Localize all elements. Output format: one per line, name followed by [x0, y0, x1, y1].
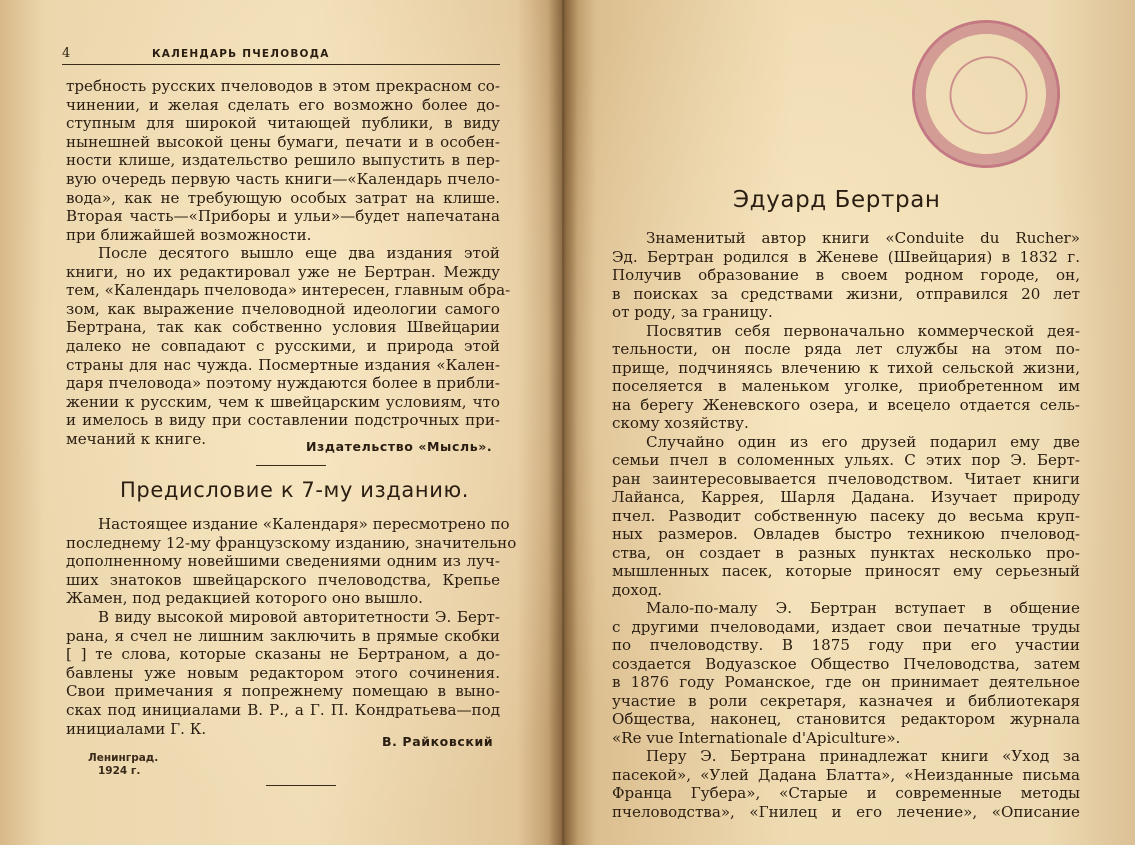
- preface-paragraph: [66, 515, 517, 608]
- text-line: В виду высокой мировой авторитетности Э. Берт-: [98, 608, 500, 626]
- text-line: Общества, наконец, становится редактором журнала: [612, 710, 1080, 728]
- text-line: Случайно один из его друзей подарил ему две: [646, 432, 1080, 451]
- text-line: мечаний к книге.: [66, 429, 207, 448]
- text-line: в 1876 году Романское, где он принимает деятельное: [612, 673, 1080, 691]
- text-line: «Re vue Internationale d'Apiculture».: [612, 728, 901, 747]
- preface-title: Предисловие к 7-му изданию.: [120, 478, 470, 502]
- text-line: с другими пчеловодами, издает свои печатные труды: [612, 617, 1080, 636]
- text-line: участие в роли секретаря, казначея и библиотекаря: [612, 691, 1080, 710]
- biography-paragraph: [612, 599, 1080, 747]
- text-line: по пчеловодству. В 1875 году при его участии: [612, 636, 1080, 654]
- text-line: тельности, он после ряда лет службы на этом по-: [612, 340, 1080, 358]
- text-line: мышленных пасек, которые приносят ему серьезный: [612, 562, 1080, 580]
- text-line: страны для нас чужда. Посмертные издания «Кален-: [66, 355, 500, 374]
- text-line: Свои примечания я попрежнему помещаю в выно-: [66, 682, 500, 701]
- publisher-signature: Издательство «Мысль».: [306, 439, 493, 454]
- text-line: последнему 12-му французскому изданию, значительно: [66, 533, 517, 552]
- intro-paragraph: [66, 77, 500, 244]
- text-line: пчел. Разводит собственную пасеку до весьма круп-: [612, 506, 1080, 525]
- divider-rule: [256, 465, 326, 466]
- text-line: книги, но их редактировал уже не Бертран. Между: [66, 262, 500, 281]
- page-header: [62, 44, 500, 65]
- text-line: ных размеров. Овладев быстро техникою пчеловод-: [612, 525, 1080, 543]
- preface-second-paragraph: [66, 608, 500, 738]
- page-number: 4: [62, 46, 71, 61]
- text-line: далеко не совпадают с русскими, и природа этой: [66, 336, 500, 355]
- stamp-inner-ring: [939, 46, 1037, 144]
- text-line: создается Водуазское Общество Пчеловодства, затем: [612, 654, 1080, 673]
- text-line: и имелось в виду при составлении подстрочных при-: [66, 411, 500, 430]
- book-fold: [548, 0, 578, 845]
- biography-title: Эдуард Бертран: [733, 187, 941, 213]
- text-line: зом, как выражение пчеловодной идеологии самого: [66, 299, 500, 318]
- text-line: Настоящее издание «Календаря» пересмотрено по: [98, 515, 510, 533]
- text-line: Франца Губера», «Старые и современные методы: [612, 784, 1080, 802]
- text-line: Посвятив себя первоначально коммерческой дея-: [646, 321, 1080, 340]
- year-label: 1924 г.: [98, 765, 141, 777]
- second-paragraph: [66, 244, 511, 449]
- text-line: от роду, за границу.: [612, 303, 773, 321]
- text-line: вую очередь первую часть книги—«Календарь пчело-: [66, 169, 500, 188]
- text-line: рана, я счел не лишним заключить в прямые скобки: [66, 626, 500, 645]
- place-label: Ленинград.: [88, 752, 159, 764]
- text-line: Знаменитый автор книги «Conduite du Rucher»: [646, 229, 1080, 247]
- text-line: бавлены уже новым редактором этого сочинения.: [66, 663, 500, 682]
- text-line: скому хозяйству.: [612, 414, 749, 432]
- text-line: После десятого вышло еще два издания этой: [98, 244, 500, 262]
- text-line: ности клише, издательство решило выпустить в пер-: [66, 151, 500, 170]
- editor-signature: В. Райковский: [382, 734, 494, 749]
- left-page: [0, 0, 562, 845]
- text-line: семьи пчел в соломенных ульях. С этих пор Э. Берт-: [612, 451, 1080, 469]
- text-line: на берегу Женевского озера, и всецело отдается сель-: [612, 395, 1080, 414]
- text-line: требность русских пчеловодов в этом прекрасном со-: [66, 77, 500, 95]
- bottom-rule: [266, 785, 336, 786]
- biography-paragraph: [612, 229, 1080, 322]
- text-line: чинении, и желая сделать его возможно более до-: [66, 95, 500, 114]
- text-line: доход.: [612, 580, 663, 599]
- text-line: Лайанса, Каррея, Шарля Дадана. Изучает природу: [612, 488, 1080, 506]
- text-line: Эд. Бертран родился в Женеве (Швейцария) в 1832 г.: [612, 247, 1080, 266]
- text-line: прище, подчиняясь влечению к тихой сельской жизни,: [612, 358, 1080, 377]
- text-line: Перу Э. Бертрана принадлежат книги «Уход за: [646, 747, 1080, 765]
- text-line: Жамен, под редакцией которого оно вышло.: [66, 589, 423, 608]
- biography-paragraph: [612, 433, 1080, 600]
- biography-paragraph: [612, 322, 1080, 433]
- text-line: поселяется в маленьком уголке, приобретенном им: [612, 377, 1080, 395]
- text-line: жении к русским, чем к швейцарским условиям, что: [66, 392, 500, 411]
- text-line: ства, он создает в разных пунктах несколько про-: [612, 543, 1080, 562]
- text-line: нынешней высокой цены бумаги, печати и в особен-: [66, 132, 500, 151]
- text-line: вода», как не требующую особых затрат на клише.: [66, 188, 500, 207]
- text-line: при ближайшей возможности.: [66, 225, 312, 244]
- text-line: Получив образование в своем родном городе, он,: [612, 266, 1080, 284]
- text-line: Мало-по-малу Э. Бертран вступает в общение: [646, 599, 1080, 617]
- place-date: [88, 752, 158, 778]
- text-line: Вторая часть—«Приборы и ульи»—будет напечатана: [66, 207, 500, 226]
- text-line: [ ] те слова, которые сказаны не Бертраном, а до-: [66, 645, 500, 664]
- text-line: ран заинтересовывается пчеловодством. Читает книги: [612, 469, 1080, 488]
- biography-text: [612, 229, 1080, 821]
- text-line: инициалами Г. К.: [66, 719, 207, 738]
- text-line: тем, «Календарь пчеловода» интересен, главным обра-: [66, 281, 511, 300]
- text-line: пасекой», «Улей Дадана Блатта», «Неизданные письма: [612, 765, 1080, 784]
- text-line: ступным для широкой читающей публики, в виду: [66, 114, 500, 133]
- text-line: пчеловодства», «Гнилец и его лечение», «Описание: [612, 802, 1080, 821]
- text-line: ших знатоков швейцарского пчеловодства, Крепье: [66, 570, 500, 589]
- text-line: даря пчеловода» поэтому нуждаются более в прибли-: [66, 374, 500, 393]
- biography-paragraph: [612, 747, 1080, 821]
- text-line: сках под инициалами В. Р., а Г. П. Кондратьева—под: [66, 700, 500, 719]
- text-line: Бертрана, так как собственно условия Швейцарии: [66, 318, 500, 337]
- running-head: КАЛЕНДАРЬ ПЧЕЛОВОДА: [152, 48, 330, 60]
- text-line: в поисках за средствами жизни, отправился 20 лет: [612, 284, 1080, 303]
- text-line: дополненному новейшими сведениями одним из луч-: [66, 552, 500, 571]
